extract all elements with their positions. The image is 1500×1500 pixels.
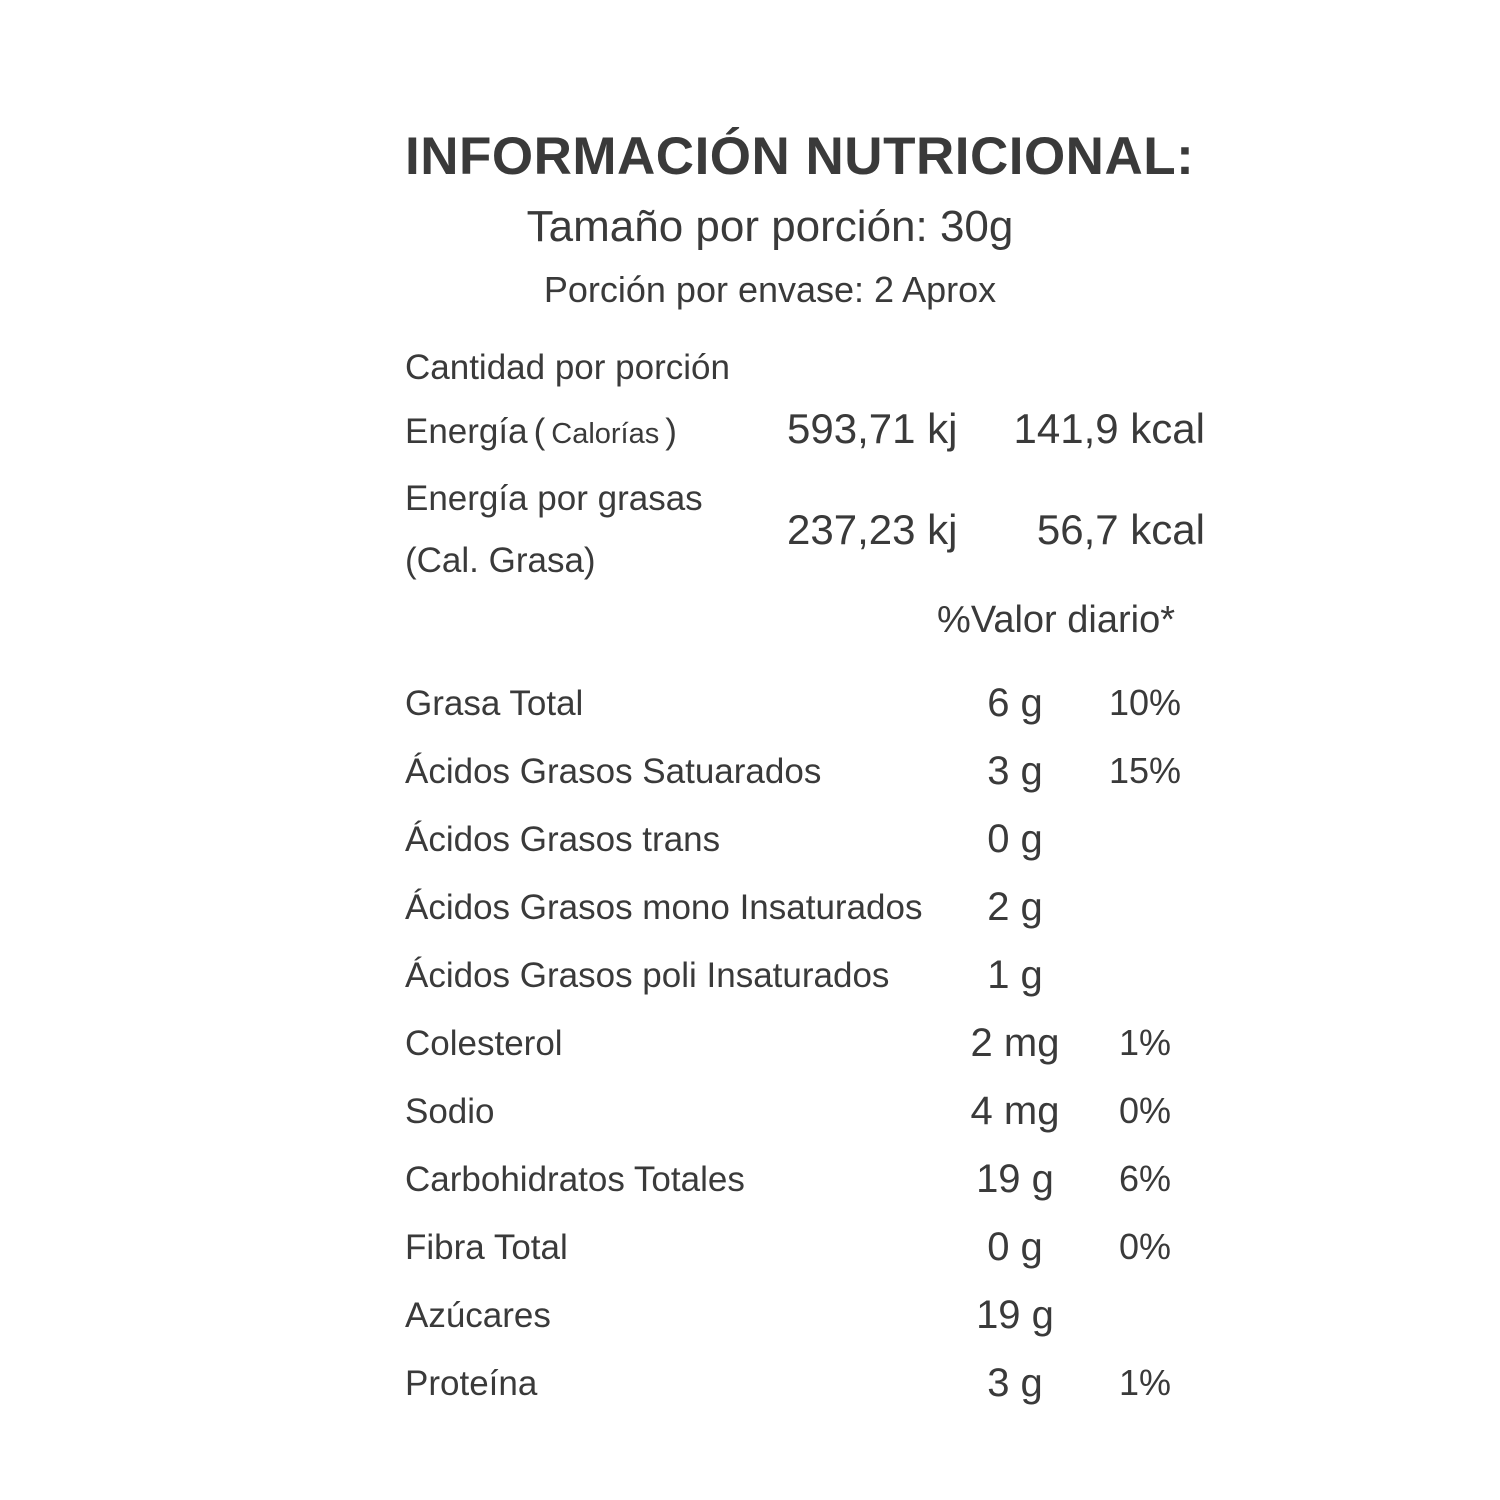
nutrient-daily-value: 1% xyxy=(1118,1022,1172,1063)
nutrient-label: Ácidos Grasos trans xyxy=(405,819,721,859)
nutrient-table xyxy=(405,669,1205,1417)
nutrient-label: Proteína xyxy=(405,1363,538,1403)
energy-kcal-value: 141,9 kcal xyxy=(1013,405,1205,452)
nutrient-label: Fibra Total xyxy=(405,1227,568,1267)
energy-label xyxy=(405,411,787,453)
energy-calories-note: Calorías xyxy=(551,418,660,450)
nutrient-label: Carbohidratos Totales xyxy=(405,1159,745,1199)
energy-from-fat-kj-value: 237,23 kj xyxy=(787,505,958,553)
energy-paren-close: ) xyxy=(665,412,677,451)
nutrient-daily-value: 6% xyxy=(1118,1158,1172,1199)
nutrient-label: Ácidos Grasos Satuarados xyxy=(405,751,822,791)
energy-from-fat-subname: (Cal. Grasa) xyxy=(405,541,596,580)
nutrient-amount: 6 g xyxy=(987,681,1043,725)
nutrient-amount: 0 g xyxy=(987,1225,1043,1269)
label-title: INFORMACIÓN NUTRICIONAL: xyxy=(405,127,1195,186)
nutrient-row-mono-insaturados xyxy=(405,873,1205,941)
nutrient-row-colesterol xyxy=(405,1009,1205,1077)
nutrient-daily-value: 10% xyxy=(1108,682,1182,723)
nutrient-daily-value: 15% xyxy=(1108,750,1182,791)
nutrient-row-fibra xyxy=(405,1213,1205,1281)
nutrient-row-carbohidratos xyxy=(405,1145,1205,1213)
nutrient-row-sodio xyxy=(405,1077,1205,1145)
nutrient-amount: 3 g xyxy=(987,749,1043,793)
nutrient-row-azucares xyxy=(405,1281,1205,1349)
nutrient-amount: 19 g xyxy=(976,1157,1054,1201)
nutrient-row-grasa-total xyxy=(405,669,1205,737)
nutrient-label: Ácidos Grasos mono Insaturados xyxy=(405,887,923,927)
nutrient-row-proteina xyxy=(405,1349,1205,1417)
energy-from-fat-kcal-value: 56,7 kcal xyxy=(1036,505,1205,553)
nutrient-daily-value: 0% xyxy=(1118,1226,1172,1267)
label-header xyxy=(405,0,1195,310)
nutrient-row-grasos-trans xyxy=(405,805,1205,873)
nutrient-label: Azúcares xyxy=(405,1295,551,1335)
nutrient-amount: 3 g xyxy=(987,1361,1043,1405)
daily-value-header: %Valor diario* xyxy=(937,599,1175,641)
nutrient-amount: 2 g xyxy=(987,885,1043,929)
energy-paren-open: ( xyxy=(533,412,546,451)
energy-name: Energía xyxy=(405,412,528,451)
nutrient-daily-value: 0% xyxy=(1118,1090,1172,1131)
amount-per-serving-label: Cantidad por porción xyxy=(405,348,730,387)
nutrient-row-poli-insaturados xyxy=(405,941,1205,1009)
nutrient-daily-value: 1% xyxy=(1118,1362,1172,1403)
energy-from-fat-name: Energía por grasas xyxy=(405,479,703,518)
nutrient-label: Grasa Total xyxy=(405,683,584,723)
nutrient-label: Colesterol xyxy=(405,1023,563,1063)
nutrient-amount: 0 g xyxy=(987,817,1043,861)
nutrient-label: Ácidos Grasos poli Insaturados xyxy=(405,955,890,995)
energy-row xyxy=(405,405,1205,453)
nutrient-amount: 19 g xyxy=(976,1293,1054,1337)
energy-from-fat-row xyxy=(405,481,1205,578)
nutrient-label: Sodio xyxy=(405,1091,495,1131)
energy-from-fat-label xyxy=(405,481,787,578)
nutrient-amount: 2 mg xyxy=(970,1021,1060,1065)
nutrient-amount: 4 mg xyxy=(970,1089,1060,1133)
servings-per-container-line: Porción por envase: 2 Aprox xyxy=(543,269,997,310)
energy-kj-value: 593,71 kj xyxy=(787,405,958,452)
nutrient-row-grasos-saturados xyxy=(405,737,1205,805)
nutrient-amount: 1 g xyxy=(987,953,1043,997)
serving-size-line: Tamaño por porción: 30g xyxy=(526,202,1014,251)
nutrition-facts-label xyxy=(405,0,1205,1417)
